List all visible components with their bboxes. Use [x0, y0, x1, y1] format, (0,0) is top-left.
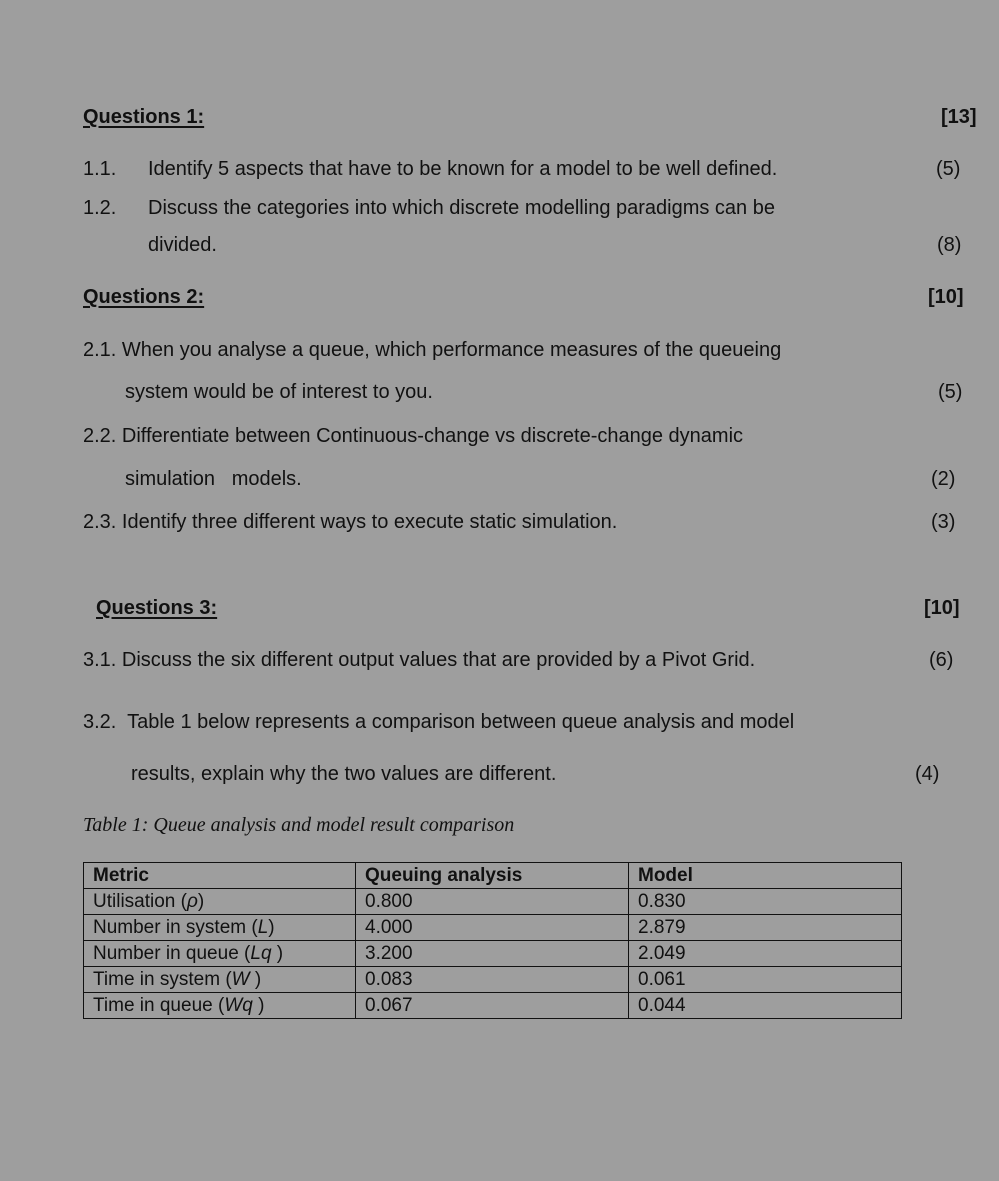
q3-2-text: 3.2. Table 1 below represents a comparison between queue analysis and model — [83, 711, 795, 733]
q1-heading: Questions 1: — [83, 106, 205, 128]
header-model: Model — [629, 863, 902, 889]
model-cell: 0.830 — [629, 889, 902, 915]
q1-total-marks: [13] — [941, 106, 977, 128]
model-cell: 0.044 — [629, 993, 902, 1019]
metric-symbol: W — [231, 968, 250, 990]
q1-1-text: Identify 5 aspects that have to be known for a model to be well defined. — [148, 158, 778, 180]
metric-cell: Time in system (W ) — [84, 967, 356, 993]
q2-3-text: 2.3. Identify three different ways to execute static simulation. — [83, 511, 618, 533]
header-queuing-analysis: Queuing analysis — [356, 863, 629, 889]
metric-cell: Number in queue (Lq ) — [84, 941, 356, 967]
table-row — [84, 967, 902, 993]
q2-total-marks: [10] — [928, 286, 964, 308]
analysis-cell: 4.000 — [356, 915, 629, 941]
q2-2-text-cont: simulation models. — [125, 468, 302, 490]
q1-2-text: Discuss the categories into which discrete modelling paradigms can be — [148, 197, 775, 219]
q2-3-marks: (3) — [931, 511, 956, 533]
q1-1-marks: (5) — [936, 158, 961, 180]
q3-heading: Questions 3: — [96, 597, 218, 619]
comparison-table — [83, 862, 902, 1019]
metric-cell: Number in system (L) — [84, 915, 356, 941]
q2-1-text: 2.1. When you analyse a queue, which performance measures of the queueing — [83, 339, 782, 361]
table-row — [84, 915, 902, 941]
table-caption: Table 1: Queue analysis and model result comparison — [83, 814, 515, 836]
table-row — [84, 941, 902, 967]
q3-1-marks: (6) — [929, 649, 954, 671]
table-row — [84, 889, 902, 915]
metric-symbol: Lq — [250, 942, 272, 964]
q3-2-marks: (4) — [915, 763, 940, 785]
q2-2-text: 2.2. Differentiate between Continuous-change vs discrete-change dynamic — [83, 425, 744, 447]
table-row — [84, 993, 902, 1019]
q3-total-marks: [10] — [924, 597, 960, 619]
analysis-cell: 0.800 — [356, 889, 629, 915]
metric-cell: Utilisation (ρ) — [84, 889, 356, 915]
model-cell: 2.049 — [629, 941, 902, 967]
model-cell: 2.879 — [629, 915, 902, 941]
header-metric: Metric — [84, 863, 356, 889]
metric-cell: Time in queue (Wq ) — [84, 993, 356, 1019]
q1-2-marks: (8) — [937, 234, 962, 256]
metric-symbol: ρ — [186, 890, 198, 912]
metric-symbol: Wq — [224, 994, 253, 1016]
q3-1-text: 3.1. Discuss the six different output values that are provided by a Pivot Grid. — [83, 649, 756, 671]
q3-2-text-cont: results, explain why the two values are different. — [131, 763, 557, 785]
q1-2-number: 1.2. — [83, 197, 117, 219]
q2-1-text-cont: system would be of interest to you. — [125, 381, 433, 403]
q2-heading: Questions 2: — [83, 286, 205, 308]
q2-1-marks: (5) — [938, 381, 963, 403]
model-cell: 0.061 — [629, 967, 902, 993]
analysis-cell: 0.067 — [356, 993, 629, 1019]
analysis-cell: 0.083 — [356, 967, 629, 993]
analysis-cell: 3.200 — [356, 941, 629, 967]
q2-2-marks: (2) — [931, 468, 956, 490]
q1-2-text-cont: divided. — [148, 234, 217, 256]
table-header-row — [84, 863, 902, 889]
metric-symbol: L — [257, 916, 269, 938]
q1-1-number: 1.1. — [83, 158, 117, 180]
